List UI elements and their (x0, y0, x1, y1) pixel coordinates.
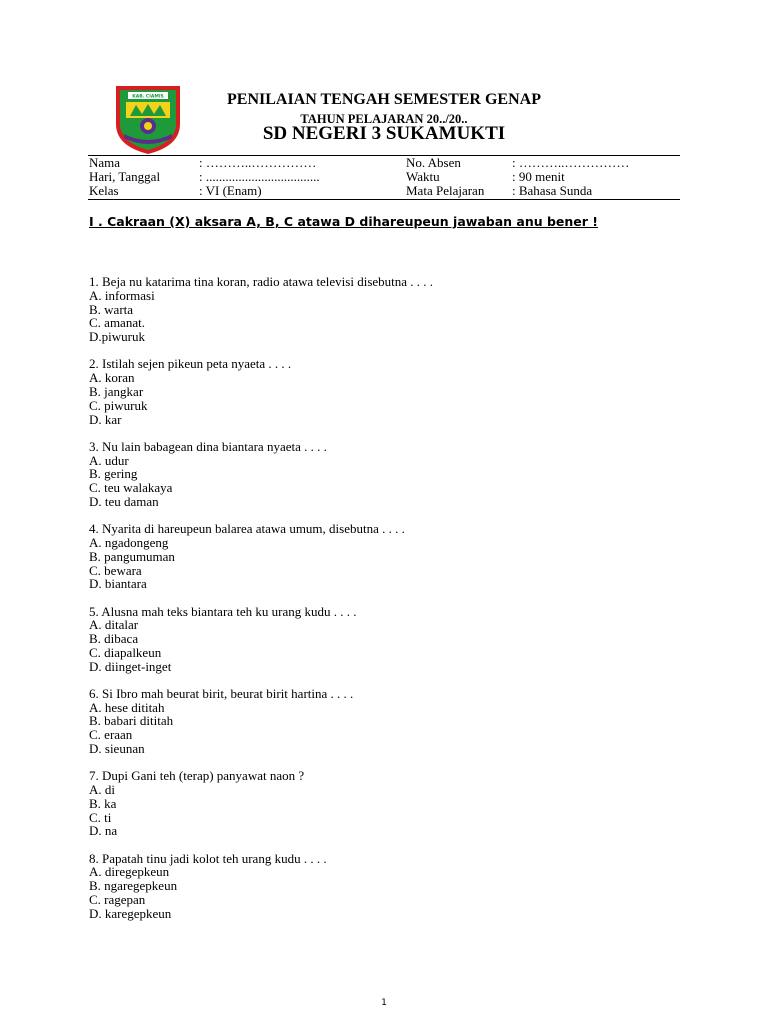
question-4 (89, 522, 433, 591)
option-a: A. ditalar (89, 617, 139, 633)
option-a: A. udur (89, 452, 129, 468)
logo-banner-text: KAB. CIAMIS (132, 94, 164, 100)
option-b: B. dibaca (89, 631, 139, 647)
option-d: D. teu daman (89, 493, 159, 509)
exam-title: PENILAIAN TENGAH SEMESTER GENAP (227, 91, 541, 108)
question-text: 2. Istilah sejen pikeun peta nyaeta . . . . (89, 356, 292, 372)
nama-value: : ………..…………… (199, 155, 317, 170)
option-c: C. ti (89, 809, 112, 825)
mapel-label: Mata Pelajaran (406, 183, 485, 198)
option-c: C. bewara (89, 562, 142, 578)
option-d: D. kar (89, 411, 122, 427)
no-absen-value: : ………..…………… (512, 155, 630, 170)
page-number: 1 (381, 998, 387, 1008)
option-c: C. amanat. (89, 315, 145, 331)
option-a: A. di (89, 782, 115, 798)
option-b: B. babari dititah (89, 713, 174, 729)
option-c: C. teu walakaya (89, 480, 173, 496)
header-rule-bottom (88, 199, 680, 200)
kelas-value: : VI (Enam) (199, 183, 262, 198)
instruction: I . Cakraan (X) aksara A, B, C atawa D dihareupeun jawaban anu bener ! (89, 214, 598, 229)
question-text: 1. Beja nu katarima tina koran, radio atawa televisi disebutna . . . . (89, 274, 434, 289)
question-text: 8. Papatah tinu jadi kolot teh urang kudu . . . . (89, 850, 327, 866)
option-a: A. diregepkeun (89, 864, 170, 880)
option-c: C. piwuruk (89, 397, 148, 413)
school-name: SD NEGERI 3 SUKAMUKTI (262, 123, 506, 144)
option-b: B. jangkar (89, 383, 144, 399)
option-a: A. hese dititah (89, 699, 165, 715)
question-6 (89, 687, 433, 756)
question-text: 7. Dupi Gani teh (terap) panyawat naon ? (89, 768, 305, 784)
option-b: B. warta (89, 301, 134, 317)
option-a: A. informasi (89, 287, 155, 303)
option-d: D. na (89, 823, 118, 839)
question-text: 6. Si Ibro mah beurat birit, beurat birit hartina . . . . (89, 685, 354, 701)
option-c: C. diapalkeun (89, 644, 162, 660)
option-d: D. diinget-inget (89, 658, 172, 674)
option-b: B. ngaregepkeun (89, 878, 178, 894)
option-d: D.piwuruk (89, 329, 145, 345)
hari-label: Hari, Tanggal (89, 169, 161, 184)
question-1 (89, 275, 433, 344)
question-text: 3. Nu lain babagean dina biantara nyaeta . . . . (89, 438, 327, 454)
mapel-value: : Bahasa Sunda (512, 183, 593, 198)
option-d: D. biantara (89, 576, 147, 592)
question-text: 5. Alusna mah teks biantara teh ku urang kudu . . . . (89, 603, 357, 619)
question-2 (89, 357, 433, 426)
kelas-label: Kelas (89, 183, 119, 198)
option-b: B. pangumuman (89, 548, 175, 564)
waktu-label: Waktu (406, 169, 440, 184)
question-list (89, 275, 433, 934)
option-b: B. gering (89, 466, 138, 482)
option-c: C. ragepan (89, 892, 146, 908)
option-d: D. karegepkeun (89, 905, 172, 921)
waktu-value: : 90 menit (512, 169, 565, 184)
option-d: D. sieunan (89, 741, 145, 757)
nama-label: Nama (89, 155, 121, 170)
no-absen-label: No. Absen (406, 155, 461, 170)
option-a: A. ngadongeng (89, 534, 169, 550)
question-7 (89, 769, 433, 838)
option-a: A. koran (89, 370, 135, 386)
option-c: C. eraan (89, 727, 133, 743)
hari-value: : ................................... (199, 169, 320, 184)
question-8 (89, 852, 433, 921)
academic-year: TAHUN PELAJARAN 20../20.. (300, 112, 468, 126)
question-5 (89, 605, 433, 674)
question-text: 4. Nyarita di hareupeun balarea atawa umum, disebutna . . . . (89, 521, 405, 537)
question-3 (89, 440, 433, 509)
option-b: B. ka (89, 795, 117, 811)
